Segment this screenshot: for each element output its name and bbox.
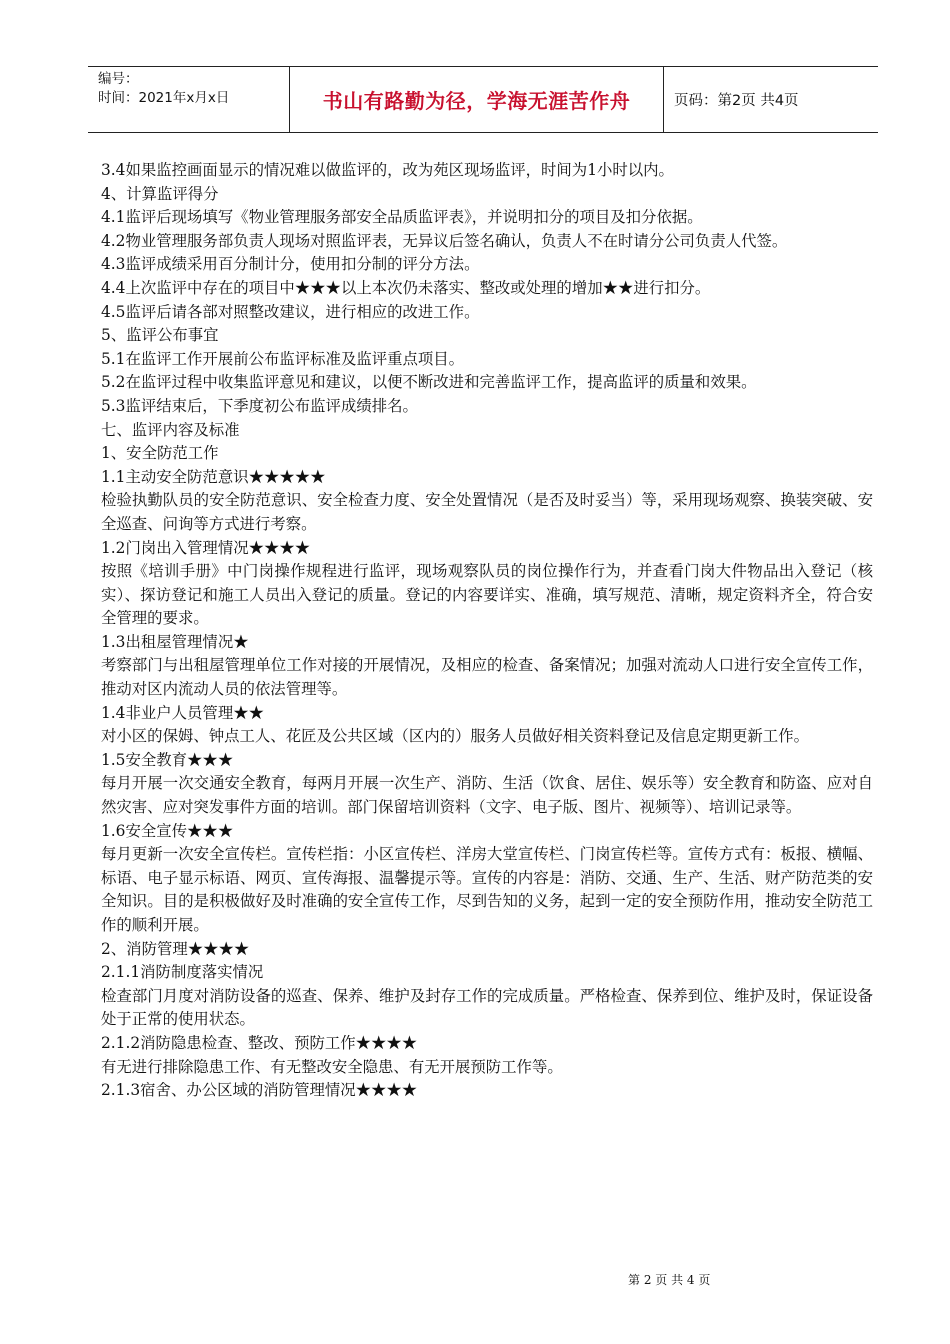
- paragraph: 4.5监评后请各部对照整改建议，进行相应的改进工作。: [101, 302, 480, 321]
- section-heading: 1、安全防范工作: [101, 444, 219, 463]
- page-header: [88, 66, 878, 133]
- paragraph: 5.2在监评过程中收集监评意见和建议，以便不断改进和完善监评工作，提高监评的质量和效果。: [101, 373, 757, 392]
- item-heading: 1.3出租屋管理情况★: [101, 632, 249, 651]
- item-heading: 2.1.3宿舍、办公区域的消防管理情况★★★★: [101, 1081, 418, 1100]
- header-page-cell: [664, 67, 878, 132]
- section-heading: 5、监评公布事宜: [101, 326, 219, 345]
- paragraph: 5.3监评结束后，下季度初公布监评成绩排名。: [101, 396, 418, 415]
- paragraph: 4.1监评后现场填写《物业管理服务部安全品质监评表》，并说明扣分的项目及扣分依据。: [101, 208, 703, 227]
- paragraph: 4.2物业管理服务部负责人现场对照监评表，无异议后签名确认，负责人不在时请分公司负责人代签。: [101, 231, 788, 250]
- item-heading: 1.1主动安全防范意识★★★★★: [101, 467, 326, 486]
- paragraph: 考察部门与出租屋管理单位工作对接的开展情况，及相应的检查、备案情况；加强对流动人口进行安全宣传工作，推动对区内流动人员的依法管理等。: [101, 656, 873, 699]
- section-heading: 2、消防管理★★★★: [101, 939, 250, 958]
- paragraph: 5.1在监评工作开展前公布监评标准及监评重点项目。: [101, 349, 465, 368]
- item-heading: 1.4非业户人员管理★★: [101, 703, 264, 722]
- paragraph: 4.3监评成绩采用百分制计分，使用扣分制的评分方法。: [101, 255, 480, 274]
- header-motto: 书山有路勤为径，学海无涯苦作舟: [322, 89, 631, 113]
- header-motto-cell: [290, 67, 664, 132]
- section-heading: 4、计算监评得分: [101, 184, 219, 203]
- document-date: 时间：2021年x月x日: [98, 90, 230, 106]
- paragraph: 3.4如果监控画面显示的情况难以做监评的，改为苑区现场监评，时间为1小时以内。: [101, 161, 674, 179]
- item-heading: 1.5安全教育★★★: [101, 750, 234, 769]
- paragraph: 有无进行排除隐患工作、有无整改安全隐患、有无开展预防工作等。: [101, 1057, 563, 1076]
- paragraph: 对小区的保姆、钟点工人、花匠及公共区域（区内的）服务人员做好相关资料登记及信息定期更新工作。: [101, 727, 809, 746]
- header-page-number: 页码：第2页 共4页: [674, 93, 799, 109]
- paragraph: 每月更新一次安全宣传栏。宣传栏指：小区宣传栏、洋房大堂宣传栏、门岗宣传栏等。宣传方式有：板报、横幅、标语、电子显示标语、网页、宣传海报、温馨提示等。宣传的内容是：消防、交通、生产、生活、财产防范类的安全知识。目的是积极做好及时准确的安全宣传工作，尽到告知的义务，起到一定的安全预防作用，推动安全防范工作的顺利开展。: [101, 845, 873, 934]
- item-heading: 2.1.1消防制度落实情况: [101, 963, 264, 982]
- page-footer: 第 2 页 共 4 页: [628, 1273, 711, 1287]
- chapter-heading: 七、监评内容及标准: [101, 420, 240, 439]
- item-heading: 2.1.2消防隐患检查、整改、预防工作★★★★: [101, 1033, 418, 1052]
- paragraph: 检查部门月度对消防设备的巡查、保养、维护及封存工作的完成质量。严格检查、保养到位、维护及时，保证设备处于正常的使用状态。: [101, 986, 873, 1029]
- paragraph: 每月开展一次交通安全教育，每两月开展一次生产、消防、生活（饮食、居住、娱乐等）安全教育和防盗、应对自然灾害、应对突发事件方面的培训。部门保留培训资料（文字、电子版、图片、视频等）、培训记录等。: [101, 774, 873, 817]
- item-heading: 1.6安全宣传★★★: [101, 821, 234, 840]
- document-number: 编号：: [98, 71, 139, 87]
- paragraph: 4.4上次监评中存在的项目中★★★以上本次仍未落实、整改或处理的增加★★进行扣分。: [101, 278, 711, 297]
- header-meta: [88, 67, 290, 132]
- paragraph: 按照《培训手册》中门岗操作规程进行监评，现场观察队员的岗位操作行为，并查看门岗大件物品出入登记（核实）、探访登记和施工人员出入登记的质量。登记的内容要详实、准确，填写规范、清晰，规定资料齐全，符合安全管理的要求。: [101, 562, 873, 628]
- item-heading: 1.2门岗出入管理情况★★★★: [101, 538, 311, 557]
- paragraph: 检验执勤队员的安全防范意识、安全检查力度、安全处置情况（是否及时妥当）等，采用现场观察、换装突破、安全巡查、问询等方式进行考察。: [101, 491, 873, 533]
- document-body: [101, 159, 873, 1103]
